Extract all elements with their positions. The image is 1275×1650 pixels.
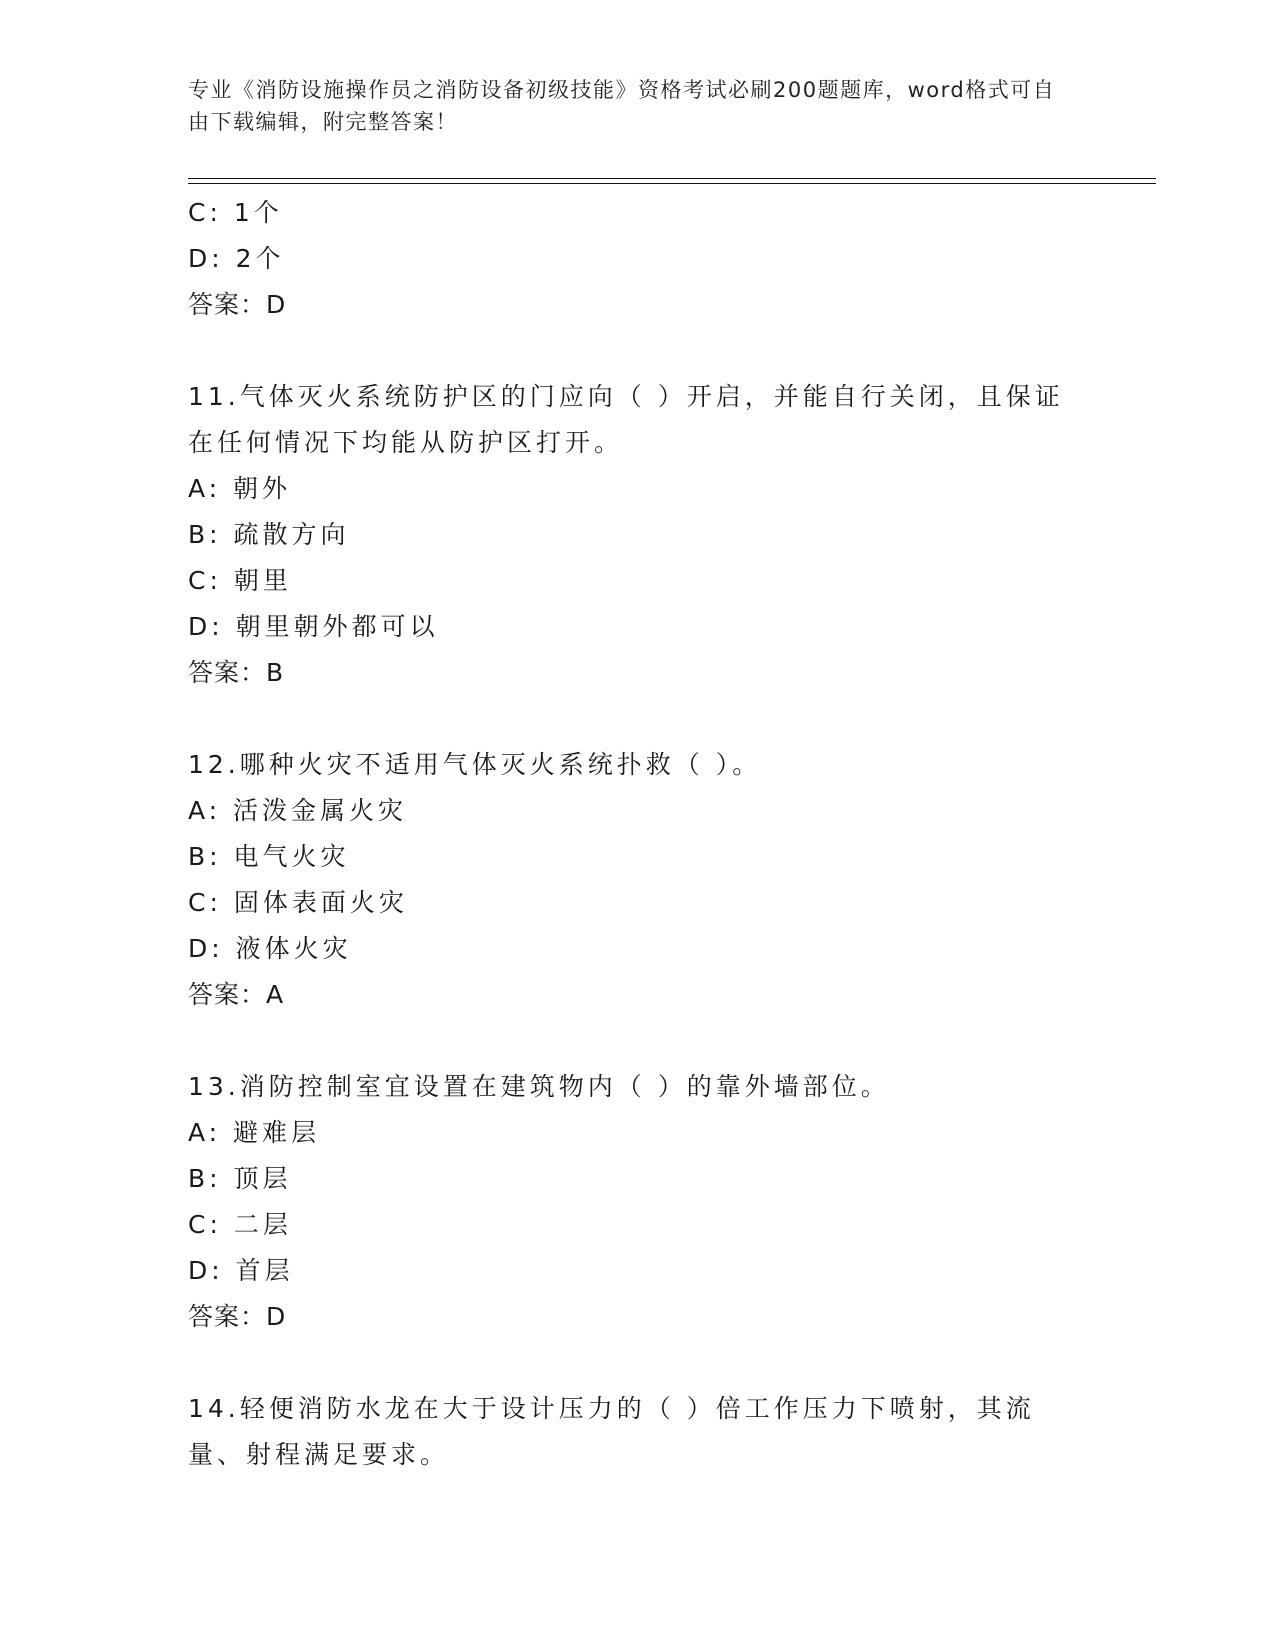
option-c: C: 二层 [188, 1210, 292, 1239]
answer: 答案：B [188, 658, 285, 687]
answer: 答案：A [188, 980, 285, 1009]
option-a: A: 朝外 [188, 474, 292, 503]
option-d: D: 首层 [188, 1256, 294, 1285]
document-body [188, 190, 1088, 1478]
answer: 答案：D [188, 1302, 287, 1331]
previous-question-tail [188, 190, 1088, 328]
spacer [188, 328, 1088, 374]
option-d: D: 液体火灾 [188, 934, 352, 963]
option-c: C: 固体表面火灾 [188, 888, 408, 917]
option-a: A: 避难层 [188, 1118, 321, 1147]
document-header [188, 74, 1068, 138]
spacer [188, 1340, 1088, 1386]
option-d: D: 2个 [188, 244, 285, 273]
option-c: C: 1个 [188, 198, 283, 227]
option-c: C: 朝里 [188, 566, 292, 595]
option-d: D: 朝里朝外都可以 [188, 612, 439, 641]
question-text: 14.轻便消防水龙在大于设计压力的（ ）倍工作压力下喷射，其流量、射程满足要求。 [188, 1394, 1035, 1469]
option-a: A: 活泼金属火灾 [188, 796, 408, 825]
spacer [188, 696, 1088, 742]
spacer [188, 1018, 1088, 1064]
header-rule-bottom [188, 183, 1156, 184]
question-text: 12.哪种火灾不适用气体灭火系统扑救（ ）。 [188, 750, 762, 779]
question-14 [188, 1386, 1088, 1478]
option-b: B: 疏散方向 [188, 520, 350, 549]
question-text: 11.气体灭火系统防护区的门应向（ ）开启，并能自行关闭，且保证在任何情况下均能从防护区打开。 [188, 382, 1064, 457]
document-title: 专业《消防设施操作员之消防设备初级技能》资格考试必刷200题题库，word格式可自由下载编辑，附完整答案！ [188, 78, 1056, 134]
option-b: B: 电气火灾 [188, 842, 350, 871]
answer: 答案：D [188, 290, 287, 319]
option-b: B: 顶层 [188, 1164, 292, 1193]
question-text: 13.消防控制室宜设置在建筑物内（ ）的靠外墙部位。 [188, 1072, 890, 1101]
question-13 [188, 1064, 1088, 1340]
question-12 [188, 742, 1088, 1018]
header-rule-top [188, 178, 1156, 179]
question-11 [188, 374, 1088, 696]
